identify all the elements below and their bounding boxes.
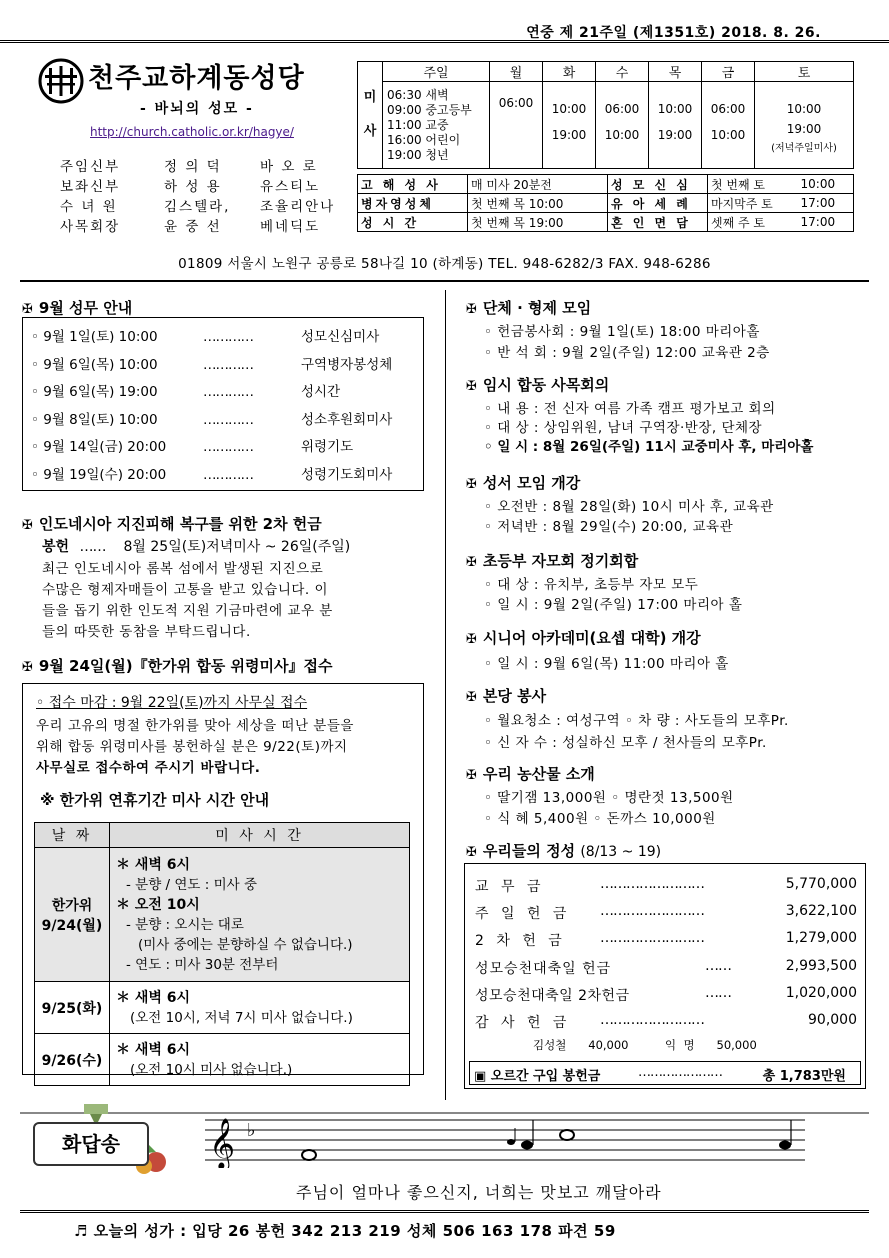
indonesia-dates: 봉헌 …… 8월 25일(토)저녁미사 ~ 26일(주일) (42, 539, 351, 555)
groups-line: ◦ 반 석 회 : 9월 2일(주일) 12:00 교육관 2층 (484, 345, 770, 361)
september-schedule-box (22, 317, 424, 491)
day-header: 금 (702, 62, 755, 82)
bible-line: ◦ 저녁반 : 8월 29일(수) 20:00, 교육관 (484, 519, 734, 535)
service-line: ◦ 월요청소 : 여성구역 ◦ 차 량 : 사도들의 모후Pr. (484, 713, 789, 729)
hangawi-section-title: ✠ 9월 24일(월)『한가위 합동 위령미사』접수 (22, 657, 333, 675)
offering-section-title: ✠ 우리들의 정성 (8/13 ~ 19) (466, 842, 662, 860)
senior-line: ◦ 일 시 : 9월 6일(목) 11:00 마리아 홀 (484, 656, 729, 672)
flat-icon: ♭ (247, 1120, 256, 1141)
staff-list (60, 157, 380, 237)
hangawi-deadline: ◦ 접수 마감 : 9월 22일(토)까지 사무실 접수 (36, 695, 308, 711)
cross-bullet-icon: ✠ (466, 690, 477, 705)
schedule-item: ◦ 9월 6일(목) 19:00 ………… 성시간 (31, 384, 341, 400)
schedule-item: ◦ 9월 6일(목) 10:00 ………… 구역병자봉성체 (31, 356, 393, 373)
sacraments-table (357, 174, 854, 232)
cross-bullet-icon: ✠ (466, 632, 477, 647)
treble-clef-icon: 𝄞 (209, 1118, 236, 1168)
groups-section-title: ✠ 단체 · 형제 모임 (466, 299, 592, 317)
tuesday-mass-times: 10:00 19:00 (543, 82, 596, 169)
day-header: 수 (596, 62, 649, 82)
bible-section-title: ✠ 성서 모임 개강 (466, 474, 581, 492)
date-col-header: 날 짜 (35, 823, 110, 848)
church-subtitle: - 바뇌의 성모 - (140, 101, 254, 117)
parents-line: ◦ 일 시 : 9월 2일(주일) 17:00 마리아 홀 (484, 597, 743, 613)
day-header: 목 (649, 62, 702, 82)
column-divider (445, 290, 446, 1100)
council-date-line: ◦ 일 시 : 8월 26일(주일) 11시 교중미사 후, 마리아홀 (484, 439, 814, 455)
church-url-link[interactable]: http://church.catholic.or.kr/hagye/ (90, 125, 294, 139)
schedule-item: ◦ 9월 14일(금) 20:00 ………… 위령기도 (31, 439, 354, 455)
council-line: ◦ 대 상 : 상임위원, 남녀 구역장·반장, 단체장 (484, 420, 763, 436)
church-name: 천주교하계동성당 (88, 63, 305, 94)
offering-box: 교 무 금 …………………… 5,770,000 주 일 헌 금 …………………… 3,622,100 2 차 헌 금 …………………… 1,279,000 성모승천대축일 헌금 …… 2,993,500 성모승천대축일 2차헌금 …… 1,020,000 감 사 헌 금 …………………… 90,000 김성철 40,000 익 명 50,000 ▣ 오르간 구입 봉헌금 ………………… 총 1,783만원 (464, 863, 866, 1089)
cross-bullet-icon: ✠ (466, 379, 477, 394)
council-line: ◦ 내 용 : 전 신자 여름 가족 캠프 평가보고 회의 (484, 401, 776, 417)
note-grace (507, 1139, 515, 1145)
day-header: 토 (755, 62, 854, 82)
produce-section-title: ✠ 우리 농산물 소개 (466, 765, 595, 783)
friday-mass-times: 06:00 10:00 (702, 82, 755, 169)
cross-bullet-icon: ✠ (22, 518, 33, 533)
cross-bullet-icon: ✠ (466, 845, 477, 860)
sacrament-row: 성 시 간 첫 번째 목 19:00 혼 인 면 담 셋째 주 토 17:00 (358, 213, 854, 232)
schedule-item: ◦ 9월 8일(토) 10:00 ………… 성소후원회미사 (31, 411, 393, 428)
staff-row: 보좌신부 하 성 용 유스티노 (60, 179, 321, 195)
hangawi-subtitle: ※ 한가위 연휴기간 미사 시간 안내 (40, 791, 270, 809)
parents-section-title: ✠ 초등부 자모회 정기회합 (466, 552, 639, 570)
offering-donors: 김성철 40,000 익 명 50,000 (533, 1038, 757, 1052)
issue-info: 연중 제 21주일 (제1351호) 2018. 8. 26. (526, 25, 821, 41)
cross-bullet-icon: ✠ (22, 302, 33, 317)
hangawi-row: 9/26(수) ＊ 새벽 6시 (오전 10시 미사 없습니다.) (35, 1034, 410, 1086)
produce-line: ◦ 식 혜 5,400원 ◦ 돈까스 10,000원 (484, 811, 716, 827)
sacrament-row: 병자영성체 첫 번째 목 10:00 유 아 세 례 마지막주 토 17:00 (358, 194, 854, 213)
indonesia-section-title: ✠ 인도네시아 지진피해 복구를 위한 2차 헌금 (22, 515, 322, 533)
address-divider (20, 280, 869, 282)
cross-bullet-icon: ✠ (466, 302, 477, 317)
schedule-item: ◦ 9월 19일(수) 20:00 ………… 성령기도회미사 (31, 466, 393, 483)
cross-bullet-icon: ✠ (466, 555, 477, 570)
issue-divider (0, 40, 889, 43)
note-whole (560, 1130, 574, 1140)
day-header: 월 (490, 62, 543, 82)
note-whole (302, 1150, 316, 1160)
cross-bullet-icon: ✠ (466, 477, 477, 492)
hangawi-mass-table (34, 822, 410, 1086)
service-line: ◦ 신 자 수 : 성실하신 모후 / 천사들의 모후Pr. (484, 735, 767, 751)
sunday-mass-times: 06:30 새벽 09:00 중고등부 11:00 교중 16:00 어린이 19:00 청년 (383, 82, 490, 169)
wednesday-mass-times: 06:00 10:00 (596, 82, 649, 169)
staff-row: 수 녀 원 김스텔라, 조율리안나 (60, 199, 336, 215)
cross-bullet-icon: ✠ (22, 660, 33, 675)
september-section-title: ✠ 9월 성무 안내 (22, 299, 133, 317)
mass-schedule-table (357, 61, 854, 169)
day-header: 주일 (383, 62, 490, 82)
psalm-lyric: 주님이 얼마나 좋으신지, 너희는 맛보고 깨달아라 (296, 1183, 662, 1202)
staff-row: 주임신부 정 의 덕 바 오 로 (60, 159, 318, 175)
hymn-divider (20, 1210, 869, 1213)
senior-section-title: ✠ 시니어 아카데미(요셉 대학) 개강 (466, 629, 701, 647)
hangawi-row: 한가위 9/24(월) ＊ 새벽 6시 - 분향 / 연도 : 미사 중 ＊ 오전 10시 - 분향 : 오시는 대로 (미사 중에는 분향하실 수 없습니다.) - 연도 : 미사 30분 전부터 (35, 848, 410, 982)
sacrament-row: 고 해 성 사 매 미사 20분전 성 모 신 심 첫 번째 토 10:00 (358, 175, 854, 194)
indonesia-text: 최근 인도네시아 롬복 섬에서 발생된 지진으로 수많은 형제자매들이 고통을 받고 있습니다. 이 들을 돕기 위한 인도적 지원 기금마련에 교우 분 들의 따뜻한 동참을 부탁드립니다. (42, 561, 333, 640)
schedule-item: ◦ 9월 1일(토) 10:00 ………… 성모신심미사 (31, 329, 380, 345)
mass-side-label: 미 사 (358, 62, 383, 169)
psalm-music-staff (205, 1112, 805, 1168)
note-quarter (779, 1141, 791, 1150)
organ-fund-row: ▣ 오르간 구입 봉헌금 ………………… 총 1,783만원 (469, 1061, 861, 1085)
psalm-label: 화답송 (33, 1122, 149, 1166)
service-section-title: ✠ 본당 봉사 (466, 687, 547, 705)
note-quarter (521, 1141, 533, 1150)
day-header: 화 (543, 62, 596, 82)
groups-line: ◦ 헌금봉사회 : 9월 1일(토) 18:00 마리아홀 (484, 324, 760, 340)
address-bar: 01809 서울시 노원구 공릉로 58나길 10 (하계동) TEL. 948-6282/3 FAX. 948-6286 (178, 256, 711, 272)
hangawi-text: 우리 고유의 명절 한가위를 맞아 세상을 떠난 분들을 위해 합동 위령미사를 봉헌하실 분은 9/22(토)까지 사무실로 접수하여 주시기 바랍니다. (36, 718, 354, 776)
thursday-mass-times: 10:00 19:00 (649, 82, 702, 169)
saturday-mass-times: 10:00 19:00 (저녁주일미사) (755, 82, 854, 169)
time-col-header: 미 사 시 간 (110, 823, 410, 848)
council-section-title: ✠ 임시 합동 사목회의 (466, 376, 610, 394)
cross-bullet-icon: ✠ (466, 768, 477, 783)
staff-row: 사목회장 윤 중 선 베네딕도 (60, 219, 321, 235)
bible-line: ◦ 오전반 : 8월 28일(화) 10시 미사 후, 교육관 (484, 499, 774, 515)
hangawi-row: 9/25(화) ＊ 새벽 6시 (오전 10시, 저녁 7시 미사 없습니다.) (35, 982, 410, 1034)
hymn-numbers: ♬ 오늘의 성가 : 입당 26 봉헌 342 213 219 성체 506 163 178 파견 59 (74, 1222, 616, 1240)
monday-mass-times: 06:00 (490, 82, 543, 169)
produce-line: ◦ 딸기잼 13,000원 ◦ 명란젓 13,500원 (484, 790, 734, 806)
church-logo-icon (38, 58, 84, 104)
parents-line: ◦ 대 상 : 유치부, 초등부 자모 모두 (484, 577, 699, 593)
